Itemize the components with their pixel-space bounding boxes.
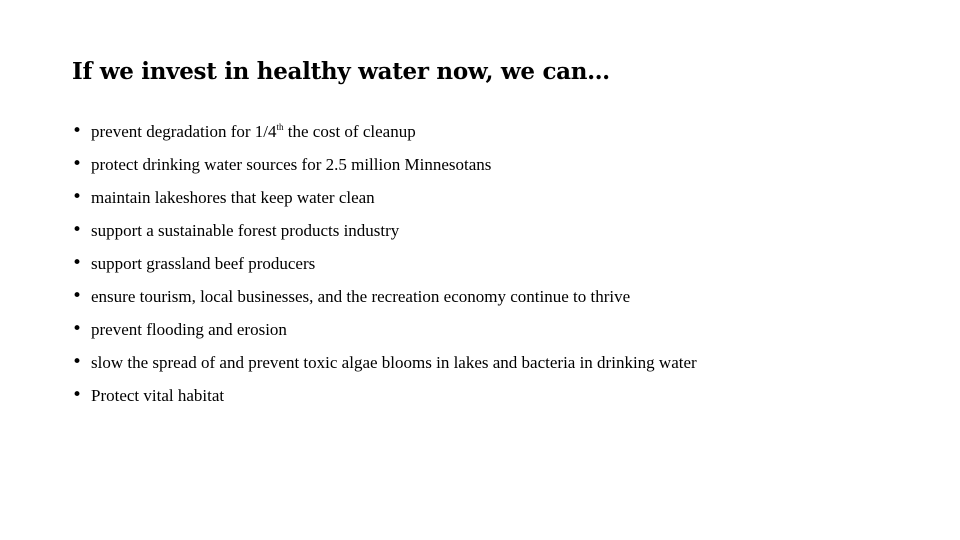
slide-title: If we invest in healthy water now, we can… (72, 58, 610, 85)
bullet-icon: • (72, 352, 83, 372)
bullet-item (72, 346, 697, 379)
bullet-icon: • (72, 154, 83, 174)
bullet-text: Protect vital habitat (91, 386, 225, 405)
bullet-text-part: the cost of cleanup (283, 122, 416, 141)
bullet-text: prevent flooding and erosion (91, 320, 287, 339)
bullet-icon: • (72, 187, 83, 207)
ordinal-superscript: th (276, 122, 284, 132)
bullet-item (72, 148, 697, 181)
bullet-icon: • (72, 385, 83, 405)
bullet-icon: • (72, 286, 83, 306)
bullet-icon: • (72, 253, 83, 273)
bullet-text: protect drinking water sources for 2.5 million Minnesotans (91, 155, 492, 174)
bullet-text: support a sustainable forest products industry (91, 221, 400, 240)
bullet-text: support grassland beef producers (91, 254, 316, 273)
bullet-text: maintain lakeshores that keep water clean (91, 188, 375, 207)
bullet-text: ensure tourism, local businesses, and the recreation economy continue to thrive (91, 287, 631, 306)
bullet-item (72, 280, 697, 313)
bullet-text-part: prevent degradation for 1/4 (91, 122, 277, 141)
bullet-item (72, 214, 697, 247)
bullet-icon: • (72, 121, 83, 141)
bullet-text: slow the spread of and prevent toxic algae blooms in lakes and bacteria in drinking water (91, 353, 697, 372)
bullet-icon: • (72, 319, 83, 339)
bullet-item (72, 313, 697, 346)
bullet-list (72, 115, 697, 412)
bullet-item (72, 379, 697, 412)
bullet-item (72, 181, 697, 214)
bullet-item (72, 247, 697, 280)
bullet-icon: • (72, 220, 83, 240)
bullet-item (72, 115, 697, 148)
